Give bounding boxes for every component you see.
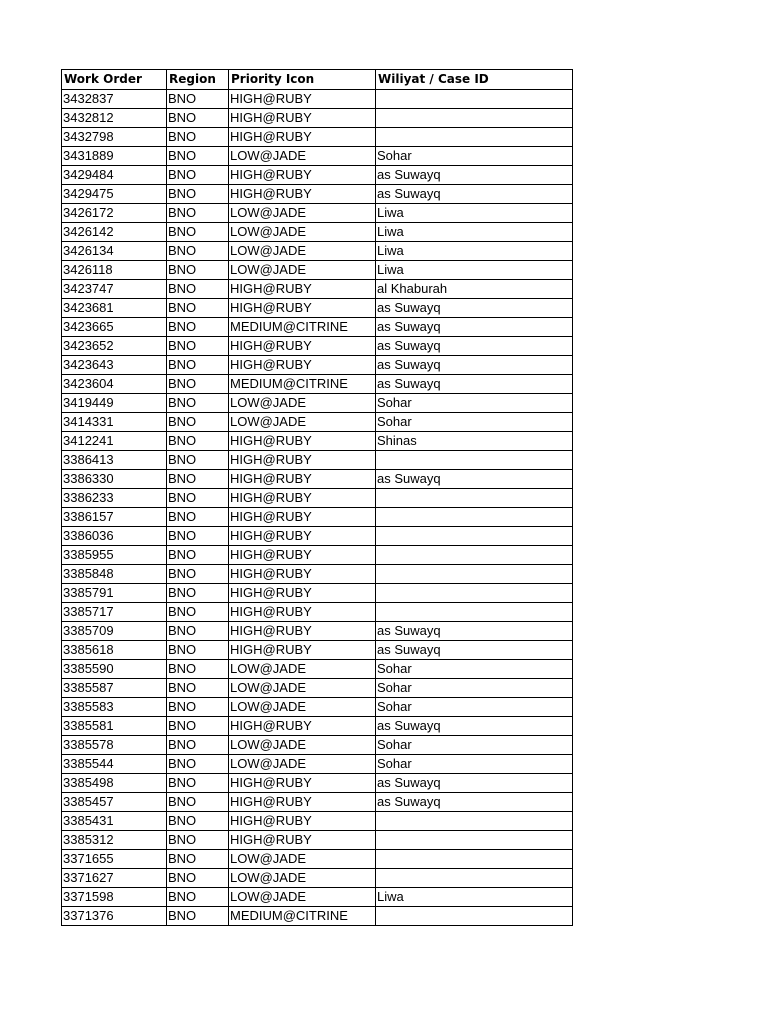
cell-region: BNO: [167, 507, 229, 526]
cell-work-order: 3386157: [62, 507, 167, 526]
cell-wiliyat: as Suwayq: [376, 317, 573, 336]
cell-work-order: 3431889: [62, 146, 167, 165]
table-row: [62, 184, 573, 203]
cell-priority: HIGH@RUBY: [229, 583, 376, 602]
cell-priority: LOW@JADE: [229, 393, 376, 412]
cell-wiliyat: [376, 564, 573, 583]
cell-region: BNO: [167, 260, 229, 279]
cell-work-order: 3414331: [62, 412, 167, 431]
cell-region: BNO: [167, 298, 229, 317]
cell-work-order: 3386036: [62, 526, 167, 545]
cell-priority: HIGH@RUBY: [229, 773, 376, 792]
cell-wiliyat: as Suwayq: [376, 355, 573, 374]
cell-work-order: 3426134: [62, 241, 167, 260]
cell-work-order: 3423604: [62, 374, 167, 393]
cell-priority: HIGH@RUBY: [229, 450, 376, 469]
table-row: [62, 108, 573, 127]
cell-work-order: 3371598: [62, 887, 167, 906]
cell-region: BNO: [167, 89, 229, 108]
cell-wiliyat: [376, 583, 573, 602]
cell-wiliyat: [376, 868, 573, 887]
table-row: [62, 526, 573, 545]
cell-wiliyat: as Suwayq: [376, 621, 573, 640]
cell-work-order: 3385709: [62, 621, 167, 640]
table-row: [62, 773, 573, 792]
cell-priority: LOW@JADE: [229, 659, 376, 678]
cell-work-order: 3385848: [62, 564, 167, 583]
table-row: [62, 127, 573, 146]
cell-region: BNO: [167, 127, 229, 146]
cell-wiliyat: Liwa: [376, 241, 573, 260]
cell-region: BNO: [167, 735, 229, 754]
cell-wiliyat: as Suwayq: [376, 298, 573, 317]
cell-work-order: 3429475: [62, 184, 167, 203]
cell-work-order: 3385717: [62, 602, 167, 621]
cell-priority: MEDIUM@CITRINE: [229, 374, 376, 393]
cell-wiliyat: Shinas: [376, 431, 573, 450]
cell-priority: LOW@JADE: [229, 697, 376, 716]
table-row: [62, 583, 573, 602]
cell-work-order: 3385544: [62, 754, 167, 773]
cell-wiliyat: Sohar: [376, 393, 573, 412]
cell-work-order: 3386233: [62, 488, 167, 507]
table-row: [62, 754, 573, 773]
cell-wiliyat: [376, 849, 573, 868]
cell-wiliyat: [376, 602, 573, 621]
cell-region: BNO: [167, 583, 229, 602]
cell-work-order: 3385578: [62, 735, 167, 754]
table-row: [62, 355, 573, 374]
cell-region: BNO: [167, 203, 229, 222]
cell-region: BNO: [167, 754, 229, 773]
cell-priority: HIGH@RUBY: [229, 488, 376, 507]
cell-wiliyat: [376, 89, 573, 108]
cell-region: BNO: [167, 906, 229, 925]
cell-priority: HIGH@RUBY: [229, 545, 376, 564]
cell-region: BNO: [167, 564, 229, 583]
cell-region: BNO: [167, 488, 229, 507]
table-row: [62, 640, 573, 659]
cell-priority: HIGH@RUBY: [229, 602, 376, 621]
table-row: [62, 488, 573, 507]
cell-priority: LOW@JADE: [229, 241, 376, 260]
cell-work-order: 3432812: [62, 108, 167, 127]
cell-work-order: 3385583: [62, 697, 167, 716]
cell-priority: HIGH@RUBY: [229, 469, 376, 488]
cell-wiliyat: [376, 811, 573, 830]
cell-priority: HIGH@RUBY: [229, 336, 376, 355]
cell-priority: HIGH@RUBY: [229, 830, 376, 849]
cell-wiliyat: Liwa: [376, 887, 573, 906]
table-row: [62, 260, 573, 279]
cell-region: BNO: [167, 355, 229, 374]
cell-region: BNO: [167, 412, 229, 431]
cell-work-order: 3429484: [62, 165, 167, 184]
cell-region: BNO: [167, 621, 229, 640]
cell-region: BNO: [167, 279, 229, 298]
header-row: [62, 70, 573, 90]
cell-wiliyat: [376, 450, 573, 469]
cell-wiliyat: as Suwayq: [376, 336, 573, 355]
cell-work-order: 3385312: [62, 830, 167, 849]
cell-region: BNO: [167, 108, 229, 127]
header-priority-icon: Priority Icon: [229, 70, 376, 90]
cell-work-order: 3371655: [62, 849, 167, 868]
cell-wiliyat: Sohar: [376, 678, 573, 697]
cell-region: BNO: [167, 659, 229, 678]
table-row: [62, 89, 573, 108]
cell-wiliyat: as Suwayq: [376, 716, 573, 735]
cell-work-order: 3385581: [62, 716, 167, 735]
cell-wiliyat: [376, 526, 573, 545]
cell-priority: HIGH@RUBY: [229, 108, 376, 127]
cell-priority: MEDIUM@CITRINE: [229, 317, 376, 336]
cell-wiliyat: Sohar: [376, 754, 573, 773]
cell-region: BNO: [167, 773, 229, 792]
table-row: [62, 716, 573, 735]
header-wiliyat-case-id: Wiliyat / Case ID: [376, 70, 573, 90]
cell-region: BNO: [167, 849, 229, 868]
table-row: [62, 165, 573, 184]
table-row: [62, 374, 573, 393]
table-row: [62, 830, 573, 849]
cell-region: BNO: [167, 887, 229, 906]
cell-wiliyat: [376, 488, 573, 507]
cell-priority: HIGH@RUBY: [229, 279, 376, 298]
cell-work-order: 3385431: [62, 811, 167, 830]
cell-wiliyat: [376, 545, 573, 564]
cell-priority: HIGH@RUBY: [229, 564, 376, 583]
cell-region: BNO: [167, 165, 229, 184]
table-row: [62, 792, 573, 811]
cell-priority: HIGH@RUBY: [229, 89, 376, 108]
cell-wiliyat: as Suwayq: [376, 773, 573, 792]
table-row: [62, 393, 573, 412]
cell-region: BNO: [167, 830, 229, 849]
cell-wiliyat: Liwa: [376, 203, 573, 222]
table-row: [62, 564, 573, 583]
cell-wiliyat: [376, 507, 573, 526]
table-row: [62, 450, 573, 469]
cell-wiliyat: as Suwayq: [376, 469, 573, 488]
cell-priority: MEDIUM@CITRINE: [229, 906, 376, 925]
cell-work-order: 3426172: [62, 203, 167, 222]
table-row: [62, 887, 573, 906]
cell-work-order: 3423681: [62, 298, 167, 317]
cell-wiliyat: as Suwayq: [376, 640, 573, 659]
cell-priority: LOW@JADE: [229, 887, 376, 906]
cell-region: BNO: [167, 792, 229, 811]
cell-wiliyat: as Suwayq: [376, 165, 573, 184]
cell-wiliyat: as Suwayq: [376, 184, 573, 203]
cell-wiliyat: as Suwayq: [376, 374, 573, 393]
cell-region: BNO: [167, 469, 229, 488]
cell-region: BNO: [167, 868, 229, 887]
table-row: [62, 203, 573, 222]
cell-priority: HIGH@RUBY: [229, 165, 376, 184]
cell-work-order: 3419449: [62, 393, 167, 412]
cell-region: BNO: [167, 374, 229, 393]
cell-work-order: 3426142: [62, 222, 167, 241]
cell-work-order: 3385498: [62, 773, 167, 792]
table-row: [62, 317, 573, 336]
cell-region: BNO: [167, 393, 229, 412]
cell-region: BNO: [167, 146, 229, 165]
cell-wiliyat: Liwa: [376, 260, 573, 279]
cell-wiliyat: as Suwayq: [376, 792, 573, 811]
cell-work-order: 3432798: [62, 127, 167, 146]
cell-work-order: 3423747: [62, 279, 167, 298]
table-row: [62, 602, 573, 621]
cell-priority: HIGH@RUBY: [229, 355, 376, 374]
cell-work-order: 3426118: [62, 260, 167, 279]
cell-region: BNO: [167, 811, 229, 830]
cell-wiliyat: Sohar: [376, 146, 573, 165]
table-row: [62, 811, 573, 830]
table-row: [62, 146, 573, 165]
cell-work-order: 3371627: [62, 868, 167, 887]
cell-work-order: 3412241: [62, 431, 167, 450]
cell-wiliyat: Sohar: [376, 697, 573, 716]
table-row: [62, 336, 573, 355]
cell-wiliyat: Sohar: [376, 735, 573, 754]
cell-priority: LOW@JADE: [229, 203, 376, 222]
cell-region: BNO: [167, 640, 229, 659]
table-row: [62, 222, 573, 241]
table-row: [62, 279, 573, 298]
cell-region: BNO: [167, 431, 229, 450]
cell-work-order: 3385457: [62, 792, 167, 811]
cell-priority: LOW@JADE: [229, 146, 376, 165]
table-row: [62, 545, 573, 564]
header-region: Region: [167, 70, 229, 90]
cell-priority: HIGH@RUBY: [229, 184, 376, 203]
cell-work-order: 3423643: [62, 355, 167, 374]
cell-work-order: 3423652: [62, 336, 167, 355]
cell-priority: LOW@JADE: [229, 849, 376, 868]
cell-priority: HIGH@RUBY: [229, 811, 376, 830]
cell-region: BNO: [167, 545, 229, 564]
cell-region: BNO: [167, 678, 229, 697]
cell-work-order: 3385587: [62, 678, 167, 697]
cell-priority: LOW@JADE: [229, 868, 376, 887]
table-row: [62, 412, 573, 431]
cell-priority: HIGH@RUBY: [229, 298, 376, 317]
cell-priority: HIGH@RUBY: [229, 507, 376, 526]
header-work-order: Work Order: [62, 70, 167, 90]
cell-priority: HIGH@RUBY: [229, 640, 376, 659]
cell-region: BNO: [167, 450, 229, 469]
cell-work-order: 3385590: [62, 659, 167, 678]
table-row: [62, 241, 573, 260]
cell-priority: LOW@JADE: [229, 222, 376, 241]
cell-region: BNO: [167, 184, 229, 203]
cell-region: BNO: [167, 222, 229, 241]
table-row: [62, 507, 573, 526]
cell-region: BNO: [167, 241, 229, 260]
table-row: [62, 678, 573, 697]
cell-priority: LOW@JADE: [229, 412, 376, 431]
cell-wiliyat: [376, 127, 573, 146]
table-row: [62, 906, 573, 925]
cell-work-order: 3423665: [62, 317, 167, 336]
cell-priority: HIGH@RUBY: [229, 526, 376, 545]
cell-priority: LOW@JADE: [229, 735, 376, 754]
cell-region: BNO: [167, 716, 229, 735]
cell-work-order: 3432837: [62, 89, 167, 108]
cell-wiliyat: Liwa: [376, 222, 573, 241]
cell-priority: LOW@JADE: [229, 678, 376, 697]
cell-wiliyat: [376, 830, 573, 849]
work-order-table: [61, 69, 573, 926]
table-row: [62, 298, 573, 317]
cell-priority: LOW@JADE: [229, 754, 376, 773]
cell-wiliyat: [376, 108, 573, 127]
cell-priority: HIGH@RUBY: [229, 127, 376, 146]
cell-wiliyat: Sohar: [376, 412, 573, 431]
table-row: [62, 849, 573, 868]
cell-region: BNO: [167, 317, 229, 336]
cell-work-order: 3371376: [62, 906, 167, 925]
cell-priority: HIGH@RUBY: [229, 716, 376, 735]
cell-region: BNO: [167, 697, 229, 716]
table-row: [62, 697, 573, 716]
cell-work-order: 3386413: [62, 450, 167, 469]
cell-work-order: 3385955: [62, 545, 167, 564]
table-row: [62, 659, 573, 678]
cell-wiliyat: [376, 906, 573, 925]
cell-work-order: 3385791: [62, 583, 167, 602]
table-row: [62, 431, 573, 450]
table-row: [62, 469, 573, 488]
cell-priority: LOW@JADE: [229, 260, 376, 279]
cell-wiliyat: al Khaburah: [376, 279, 573, 298]
cell-priority: HIGH@RUBY: [229, 792, 376, 811]
cell-region: BNO: [167, 526, 229, 545]
cell-region: BNO: [167, 602, 229, 621]
cell-work-order: 3385618: [62, 640, 167, 659]
table-row: [62, 621, 573, 640]
table-row: [62, 868, 573, 887]
cell-work-order: 3386330: [62, 469, 167, 488]
cell-priority: HIGH@RUBY: [229, 431, 376, 450]
cell-wiliyat: Sohar: [376, 659, 573, 678]
cell-priority: HIGH@RUBY: [229, 621, 376, 640]
table-body: [62, 89, 573, 925]
cell-region: BNO: [167, 336, 229, 355]
table-row: [62, 735, 573, 754]
